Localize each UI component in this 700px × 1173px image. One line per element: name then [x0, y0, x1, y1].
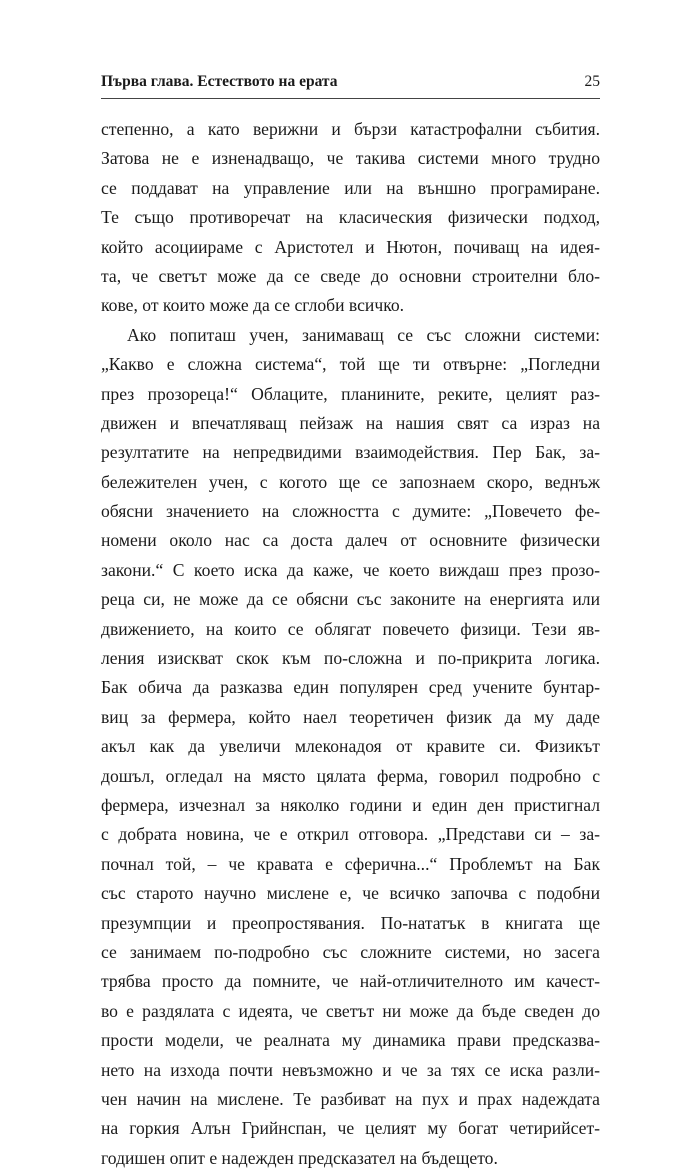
text-line: се занимаем по-подробно със сложните системи, но засега — [101, 941, 600, 962]
header-rule — [101, 98, 600, 99]
running-head — [101, 70, 600, 94]
text-line: фермера, изчезнал за няколко години и един ден пристигнал — [101, 794, 600, 815]
body-text — [101, 115, 600, 1173]
text-line: Бак обича да разказва един популярен сред учените бунтар- — [101, 677, 600, 698]
text-line: годишен опит е надежден предсказател на бъдещето. — [101, 1147, 498, 1168]
text-line: със старото научно мислене е, че всичко започва с подобни — [101, 883, 600, 904]
chapter-title: Първа глава. Естеството на ерата — [101, 73, 338, 90]
text-line: виц за фермера, който наел теоретичен физик да му даде — [101, 706, 600, 727]
text-line: бележителен учен, с когото ще се запознаем скоро, веднъж — [101, 471, 600, 492]
text-line: „Какво е сложна система“, той ще ти отвърне: „Погледни — [101, 354, 600, 375]
text-line: презумпции и преопростявания. По-нататък в книгата ще — [101, 912, 600, 933]
text-line: Затова не е изненадващо, че такива системи много трудно — [101, 148, 600, 169]
text-line: трябва просто да помните, че най-отличителното им качест- — [101, 971, 600, 992]
page-number: 25 — [584, 73, 600, 90]
text-line: реца си, не може да се обясни със законите на енергията или — [101, 589, 600, 610]
text-line: резултатите на непредвидими взаимодействия. Пер Бак, за- — [101, 442, 600, 463]
text-line: акъл как да увеличи млеконадоя от кравите си. Физикът — [101, 736, 600, 757]
text-line: кове, от които може да се сглоби всичко. — [101, 295, 405, 316]
text-line: на горкия Алън Грийнспан, че целият му богат четирийсет- — [101, 1118, 600, 1139]
text-line: номени около нас са доста далеч от основните физически — [101, 530, 600, 551]
text-line: с добрата новина, че е открил отговора. „Представи си – за- — [101, 824, 600, 845]
text-line: ления изискват скок към по-сложна и по-прикрита логика. — [101, 648, 600, 669]
text-line: Ако попиташ учен, занимаващ се със сложни системи: — [127, 324, 600, 345]
text-line: почнал той, – че кравата е сферична...“ Проблемът на Бак — [101, 853, 600, 874]
text-line: чен начин на мислене. Те разбиват на пух и прах надеждата — [101, 1088, 600, 1109]
text-line: който асоциираме с Аристотел и Нютон, почиващ на идея- — [101, 236, 600, 257]
text-line: през прозореца!“ Облаците, планините, реките, целият раз- — [101, 383, 600, 404]
text-line: степенно, а като верижни и бързи катастрофални събития. — [101, 119, 600, 139]
text-line: во е раздялата с идеята, че светът ни може да бъде сведен до — [101, 1000, 600, 1021]
text-line: движението, на които се облягат повечето физици. Тези яв- — [101, 618, 600, 639]
text-line: дошъл, огледал на място цялата ферма, говорил подробно с — [101, 765, 600, 786]
text-line: та, че светът може да се сведе до основни строителни бло- — [101, 265, 600, 286]
text-line: се поддават на управление или на външно програмиране. — [101, 177, 600, 198]
text-line: нето на изхода почти невъзможно и че за тях се иска разли- — [101, 1059, 600, 1080]
text-line: прости модели, че реалната му динамика прави предсказва- — [101, 1030, 600, 1051]
text-line: Те също противоречат на класическия физически подход, — [101, 207, 600, 228]
text-line: обясни значението на сложността с думите: „Повечето фе- — [101, 501, 600, 522]
text-line: движен и впечатляващ пейзаж на нашия свят са израз на — [101, 412, 600, 433]
text-line: закони.“ С което иска да каже, че което виждаш през прозо- — [101, 559, 600, 580]
